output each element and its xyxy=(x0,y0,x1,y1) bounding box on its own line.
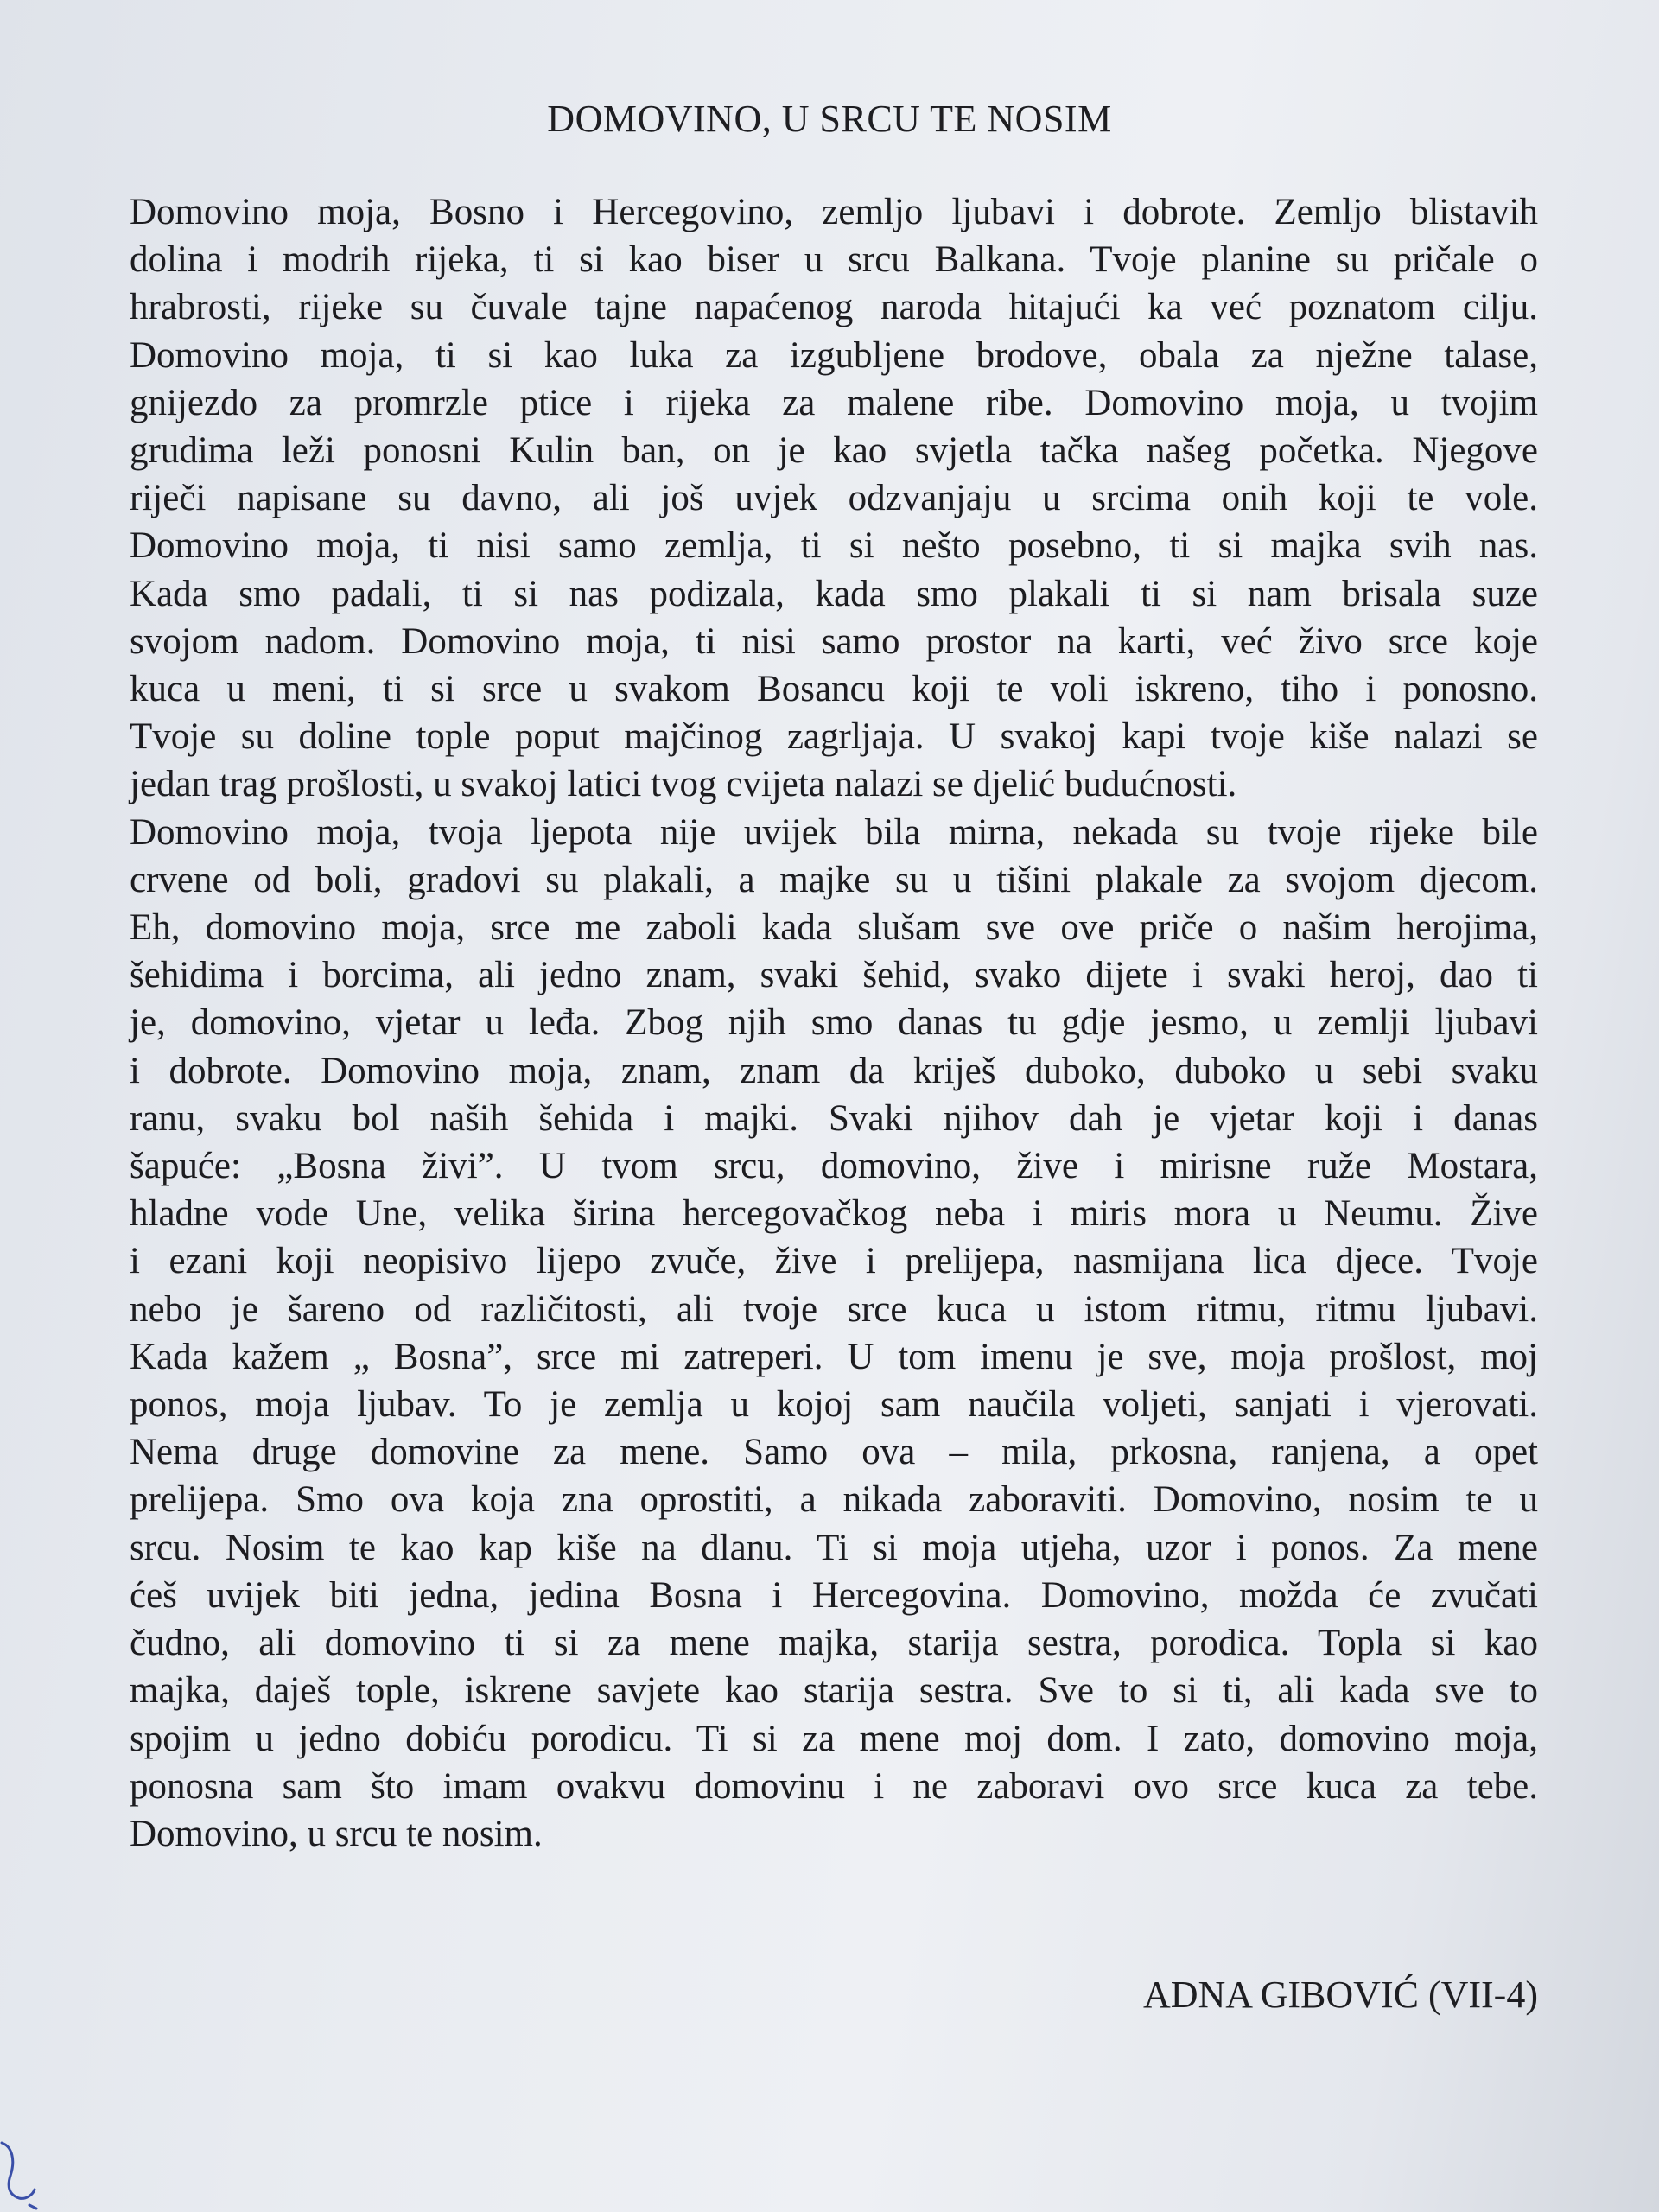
text-line: hrabrosti, rijeke su čuvale tajne napaćenog naroda hitajući ka već poznatom cilju. xyxy=(130,287,1538,328)
text-line: Eh, domovino moja, srce me zaboli kada slušam sve ove priče o našim herojima, xyxy=(130,907,1538,949)
text-line: ranu, svaku bol naših šehida i majki. Svaki njihov dah je vjetar koji i danas xyxy=(130,1097,1538,1139)
text-line: spojim u jedno dobiću porodicu. Ti si za mene moj dom. I zato, domovino moja, xyxy=(130,1718,1538,1759)
text-line: majka, daješ tople, iskrene savjete kao starija sestra. Sve to si ti, ali kada sve to xyxy=(130,1670,1538,1712)
text-line: dolina i modrih rijeka, ti si kao biser u srcu Balkana. Tvoje planine su pričale o xyxy=(130,239,1538,281)
essay-body xyxy=(130,188,1538,1858)
text-line: riječi napisane su davno, ali još uvjek odzvanjaju u srcima onih koji te vole. xyxy=(130,478,1538,519)
text-line: crvene od boli, gradovi su plakali, a majke su u tišini plakale za svojom djecom. xyxy=(130,859,1538,900)
text-line: čudno, ali domovino ti si za mene majka, starija sestra, porodica. Topla si kao xyxy=(130,1623,1538,1664)
text-line: srcu. Nosim te kao kap kiše na dlanu. Ti si moja utjeha, uzor i ponos. Za mene xyxy=(130,1527,1538,1568)
text-line: hladne vode Une, velika širina hercegovačkog neba i miris mora u Neumu. Žive xyxy=(130,1193,1538,1235)
text-line: Domovino moja, ti nisi samo zemlja, ti si nešto posebno, ti si majka svih nas. xyxy=(130,525,1538,567)
text-line: ponos, moja ljubav. To je zemlja u kojoj sam naučila voljeti, sanjati i vjerovati. xyxy=(130,1384,1538,1426)
text-line: gnijezdo za promrzle ptice i rijeka za malene ribe. Domovino moja, u tvojim xyxy=(130,382,1538,423)
text-line: Kada smo padali, ti si nas podizala, kada smo plakali ti si nam brisala suze xyxy=(130,573,1538,614)
text-line: Tvoje su doline tople poput majčinog zagrljaja. U svakoj kapi tvoje kiše nalazi se xyxy=(130,716,1538,758)
text-line: svojom nadom. Domovino moja, ti nisi samo prostor na karti, već živo srce koje xyxy=(130,620,1538,662)
author-signature: ADNA GIBOVIĆ (VII-4) xyxy=(1142,1974,1538,2016)
pen-mark-icon xyxy=(0,2126,52,2212)
text-line: Domovino moja, tvoja ljepota nije uvijek bila mirna, nekada su tvoje rijeke bile xyxy=(130,811,1538,853)
text-line: Domovino moja, ti si kao luka za izgubljene brodove, obala za nježne talase, xyxy=(130,334,1538,376)
text-line: i ezani koji neopisivo lijepo zvuče, žive i prelijepa, nasmijana lica djece. Tvoje xyxy=(130,1241,1538,1282)
text-line: ćeš uvijek biti jedna, jedina Bosna i Hercegovina. Domovino, možda će zvučati xyxy=(130,1574,1538,1616)
text-line: šehidima i borcima, ali jedno znam, svaki šehid, svako dijete i svaki heroj, dao ti xyxy=(130,955,1538,996)
text-line: Kada kažem „ Bosna”, srce mi zatreperi. U tom imenu je sve, moja prošlost, moj xyxy=(130,1336,1538,1377)
text-line: i dobrote. Domovino moja, znam, znam da kriješ duboko, duboko u sebi svaku xyxy=(130,1050,1538,1091)
text-line: prelijepa. Smo ova koja zna oprostiti, a nikada zaboraviti. Domovino, nosim te u xyxy=(130,1479,1538,1521)
text-line: šapuće: „Bosna živi”. U tvom srcu, domovino, žive i mirisne ruže Mostara, xyxy=(130,1146,1538,1187)
text-line: grudima leži ponosni Kulin ban, on je kao svjetla tačka našeg početka. Njegove xyxy=(130,430,1538,472)
document-title: DOMOVINO, U SRCU TE NOSIM xyxy=(547,98,1112,140)
text-line: je, domovino, vjetar u leđa. Zbog njih smo danas tu gdje jesmo, u zemlji ljubavi xyxy=(130,1002,1538,1044)
text-line: Domovino, u srcu te nosim. xyxy=(130,1813,543,1854)
text-line: jedan trag prošlosti, u svakoj latici tvog cvijeta nalazi se djelić budućnosti. xyxy=(130,764,1237,805)
text-line: kuca u meni, ti si srce u svakom Bosancu koji te voli iskreno, tiho i ponosno. xyxy=(130,669,1538,710)
text-line: ponosna sam što imam ovakvu domovinu i ne zaboravi ovo srce kuca za tebe. xyxy=(130,1765,1538,1807)
text-line: Nema druge domovine za mene. Samo ova – mila, prkosna, ranjena, a opet xyxy=(130,1432,1538,1473)
text-line: nebo je šareno od različitosti, ali tvoje srce kuca u istom ritmu, ritmu ljubavi. xyxy=(130,1288,1538,1330)
text-line: Domovino moja, Bosno i Hercegovino, zemljo ljubavi i dobrote. Zemljo blistavih xyxy=(130,192,1538,232)
